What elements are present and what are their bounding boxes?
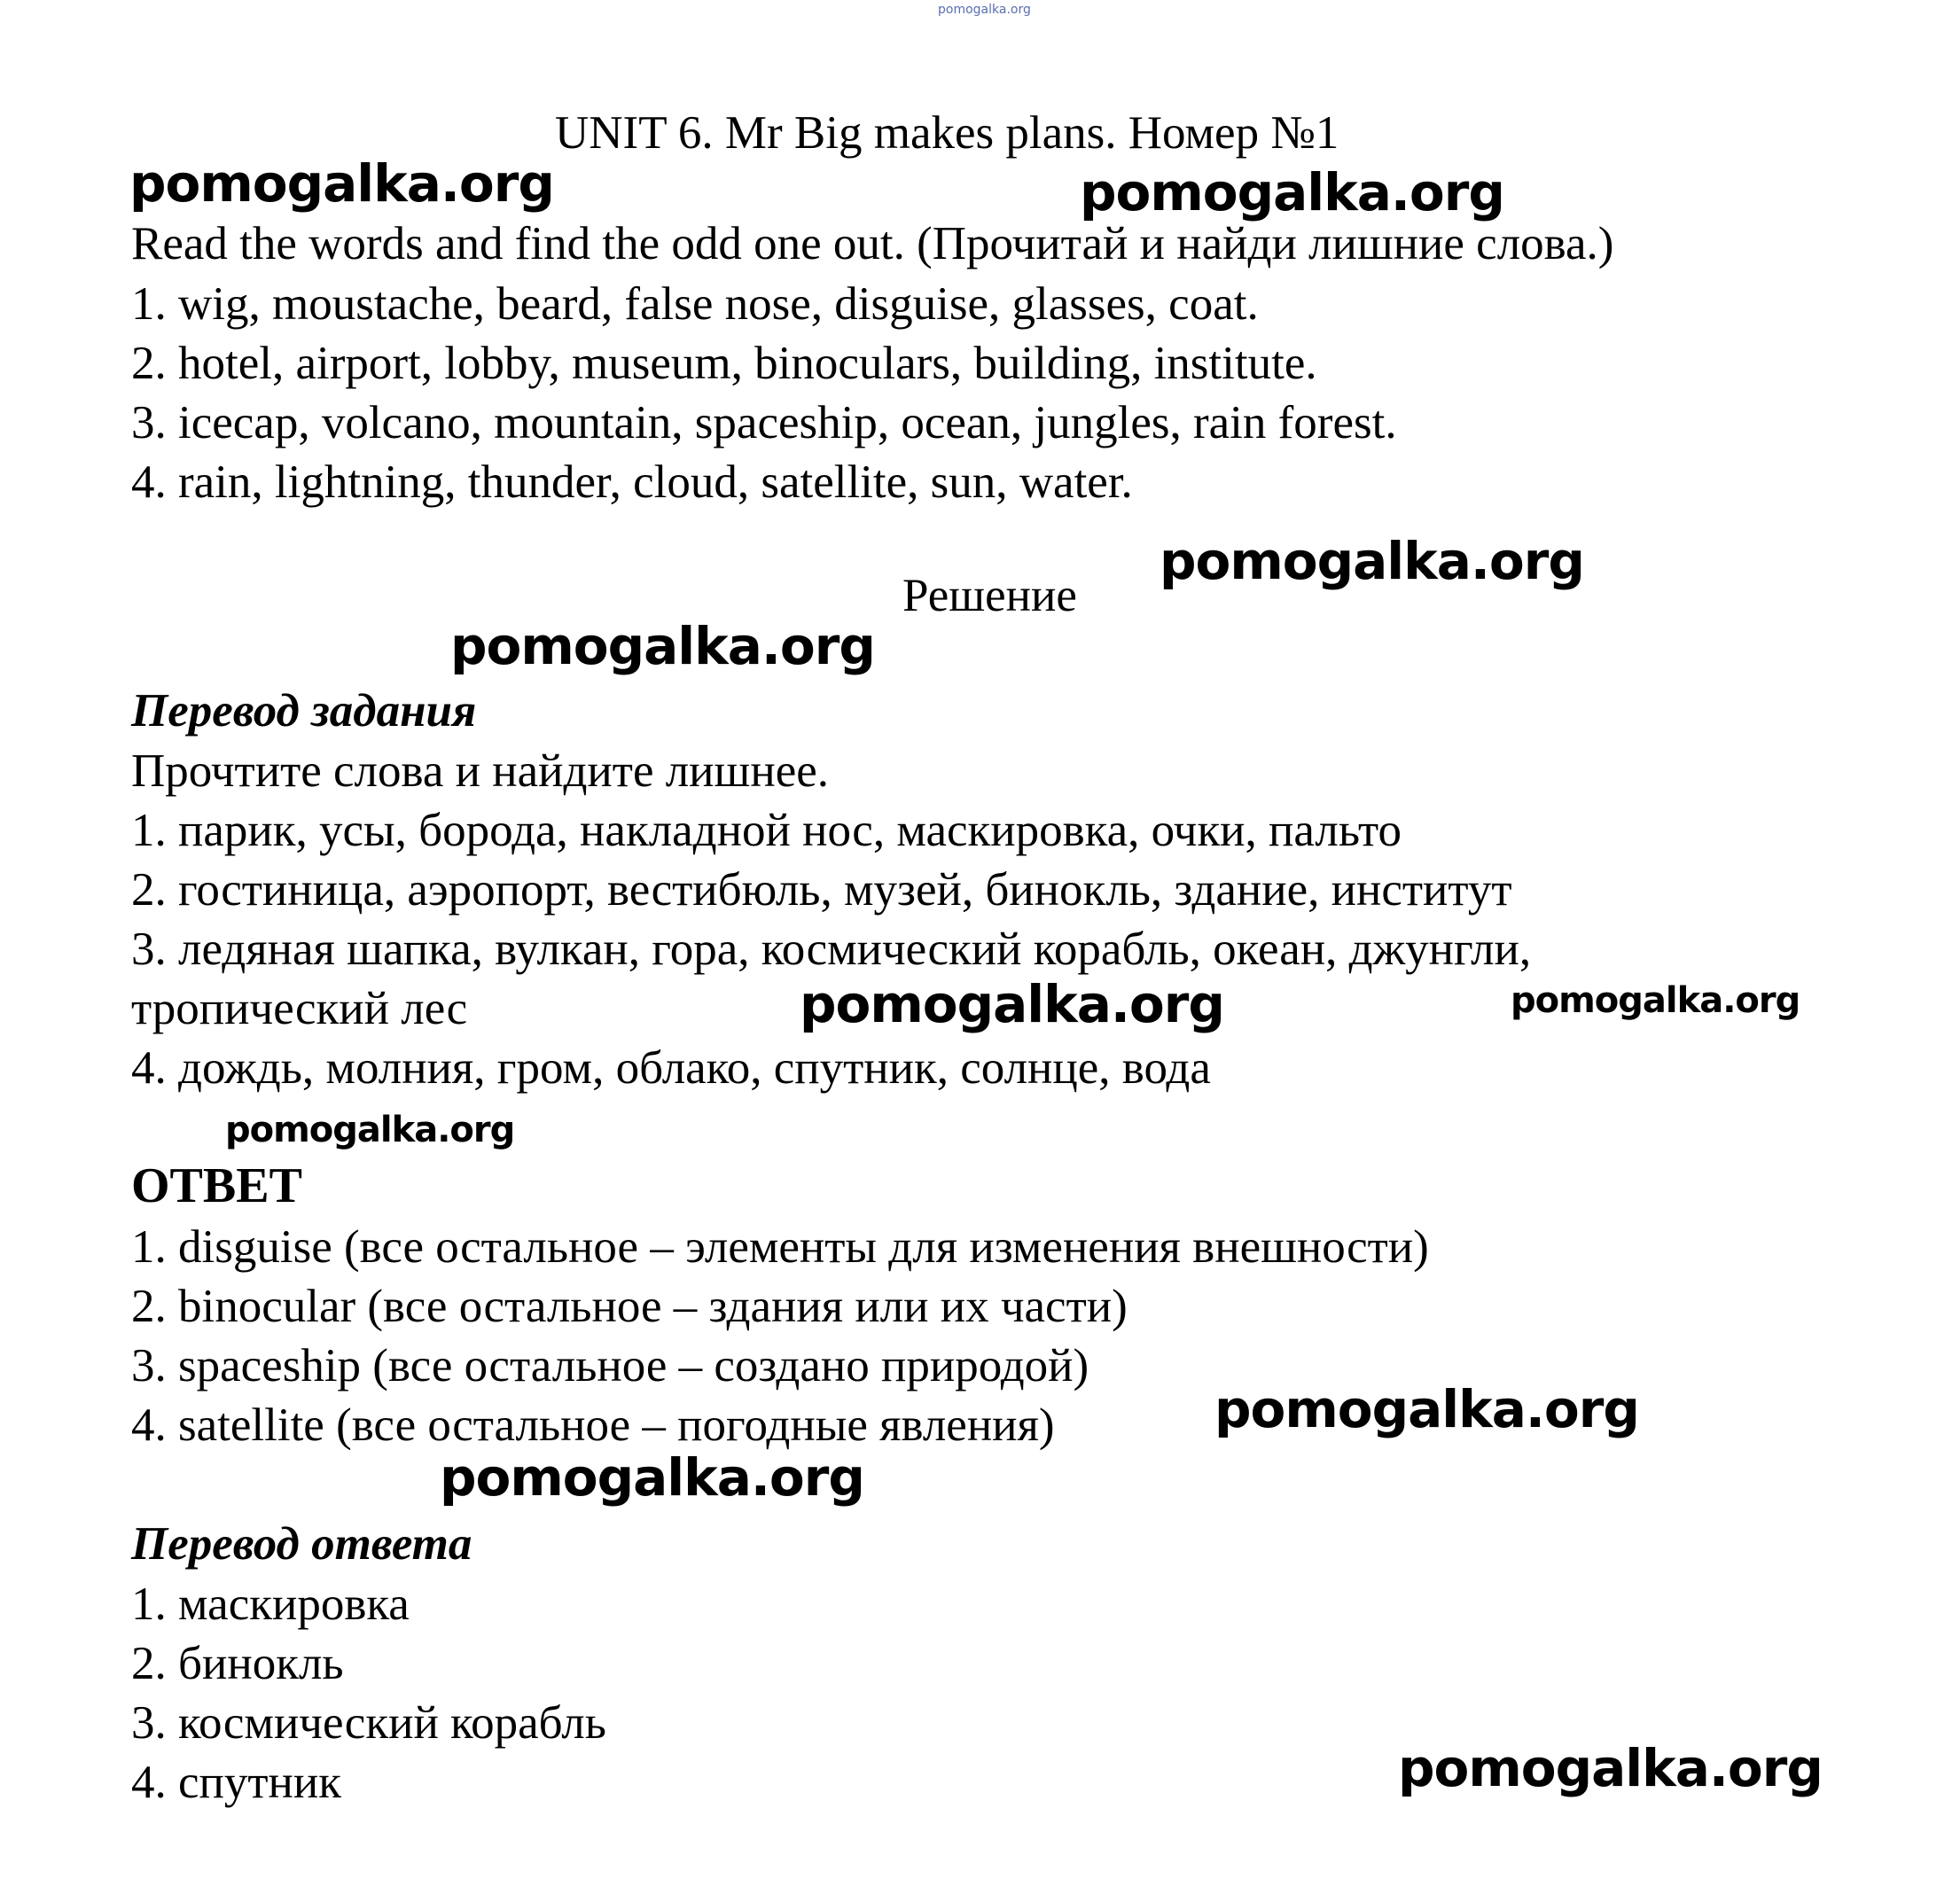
- task-item-2: 2. hotel, airport, lobby, museum, binoculars, building, institute.: [131, 338, 1317, 389]
- answer-item-3: 3. spaceship (все остальное – создано природой): [131, 1340, 1089, 1391]
- answer-heading: ОТВЕТ: [131, 1158, 302, 1213]
- watermark: pomogalka.org: [1511, 980, 1800, 1021]
- answer-translation-item-4: 4. спутник: [131, 1757, 342, 1808]
- task-item-1: 1. wig, moustache, beard, false nose, disguise, glasses, coat.: [131, 278, 1259, 330]
- answer-item-1: 1. disguise (все остальное – элементы для изменения внешности): [131, 1221, 1429, 1273]
- answer-translation-item-3: 3. космический корабль: [131, 1697, 606, 1749]
- answer-item-2: 2. binocular (все остальное – здания или их части): [131, 1281, 1128, 1332]
- watermark: pomogalka.org: [800, 974, 1224, 1034]
- watermark: pomogalka.org: [1214, 1379, 1639, 1439]
- translation-item-3: 3. ледяная шапка, вулкан, гора, космический корабль, океан, джунгли,: [131, 924, 1532, 975]
- watermark: pomogalka.org: [225, 1110, 515, 1150]
- watermark: pomogalka.org: [129, 153, 554, 214]
- translation-item-3-cont: тропический лес: [131, 983, 468, 1034]
- watermark: pomogalka.org: [450, 616, 875, 676]
- translation-instruction: Прочтите слова и найдите лишнее.: [131, 745, 830, 797]
- watermark: pomogalka.org: [1160, 531, 1584, 591]
- translation-item-1: 1. парик, усы, борода, накладной нос, маскировка, очки, пальто: [131, 805, 1402, 856]
- top-watermark: pomogalka.org: [938, 3, 1031, 17]
- task-instruction: Read the words and find the odd one out. (Прочитай и найди лишние слова.): [131, 218, 1614, 269]
- answer-translation-item-1: 1. маскировка: [131, 1579, 410, 1630]
- task-item-4: 4. rain, lightning, thunder, cloud, satellite, sun, water.: [131, 456, 1133, 508]
- answer-item-4: 4. satellite (все остальное – погодные явления): [131, 1399, 1055, 1451]
- page-title: UNIT 6. Mr Big makes plans. Номер №1: [555, 107, 1339, 159]
- answer-translation-heading: Перевод ответа: [131, 1518, 472, 1570]
- solution-label: Решение: [902, 570, 1077, 621]
- translation-item-4: 4. дождь, молния, гром, облако, спутник, солнце, вода: [131, 1042, 1211, 1094]
- task-item-3: 3. icecap, volcano, mountain, spaceship, ocean, jungles, rain forest.: [131, 397, 1397, 448]
- translation-heading: Перевод задания: [131, 685, 477, 737]
- watermark: pomogalka.org: [1080, 162, 1504, 222]
- watermark: pomogalka.org: [1398, 1738, 1823, 1798]
- answer-translation-item-2: 2. бинокль: [131, 1638, 344, 1689]
- translation-item-2: 2. гостиница, аэропорт, вестибюль, музей, бинокль, здание, институт: [131, 864, 1512, 916]
- watermark: pomogalka.org: [440, 1447, 864, 1508]
